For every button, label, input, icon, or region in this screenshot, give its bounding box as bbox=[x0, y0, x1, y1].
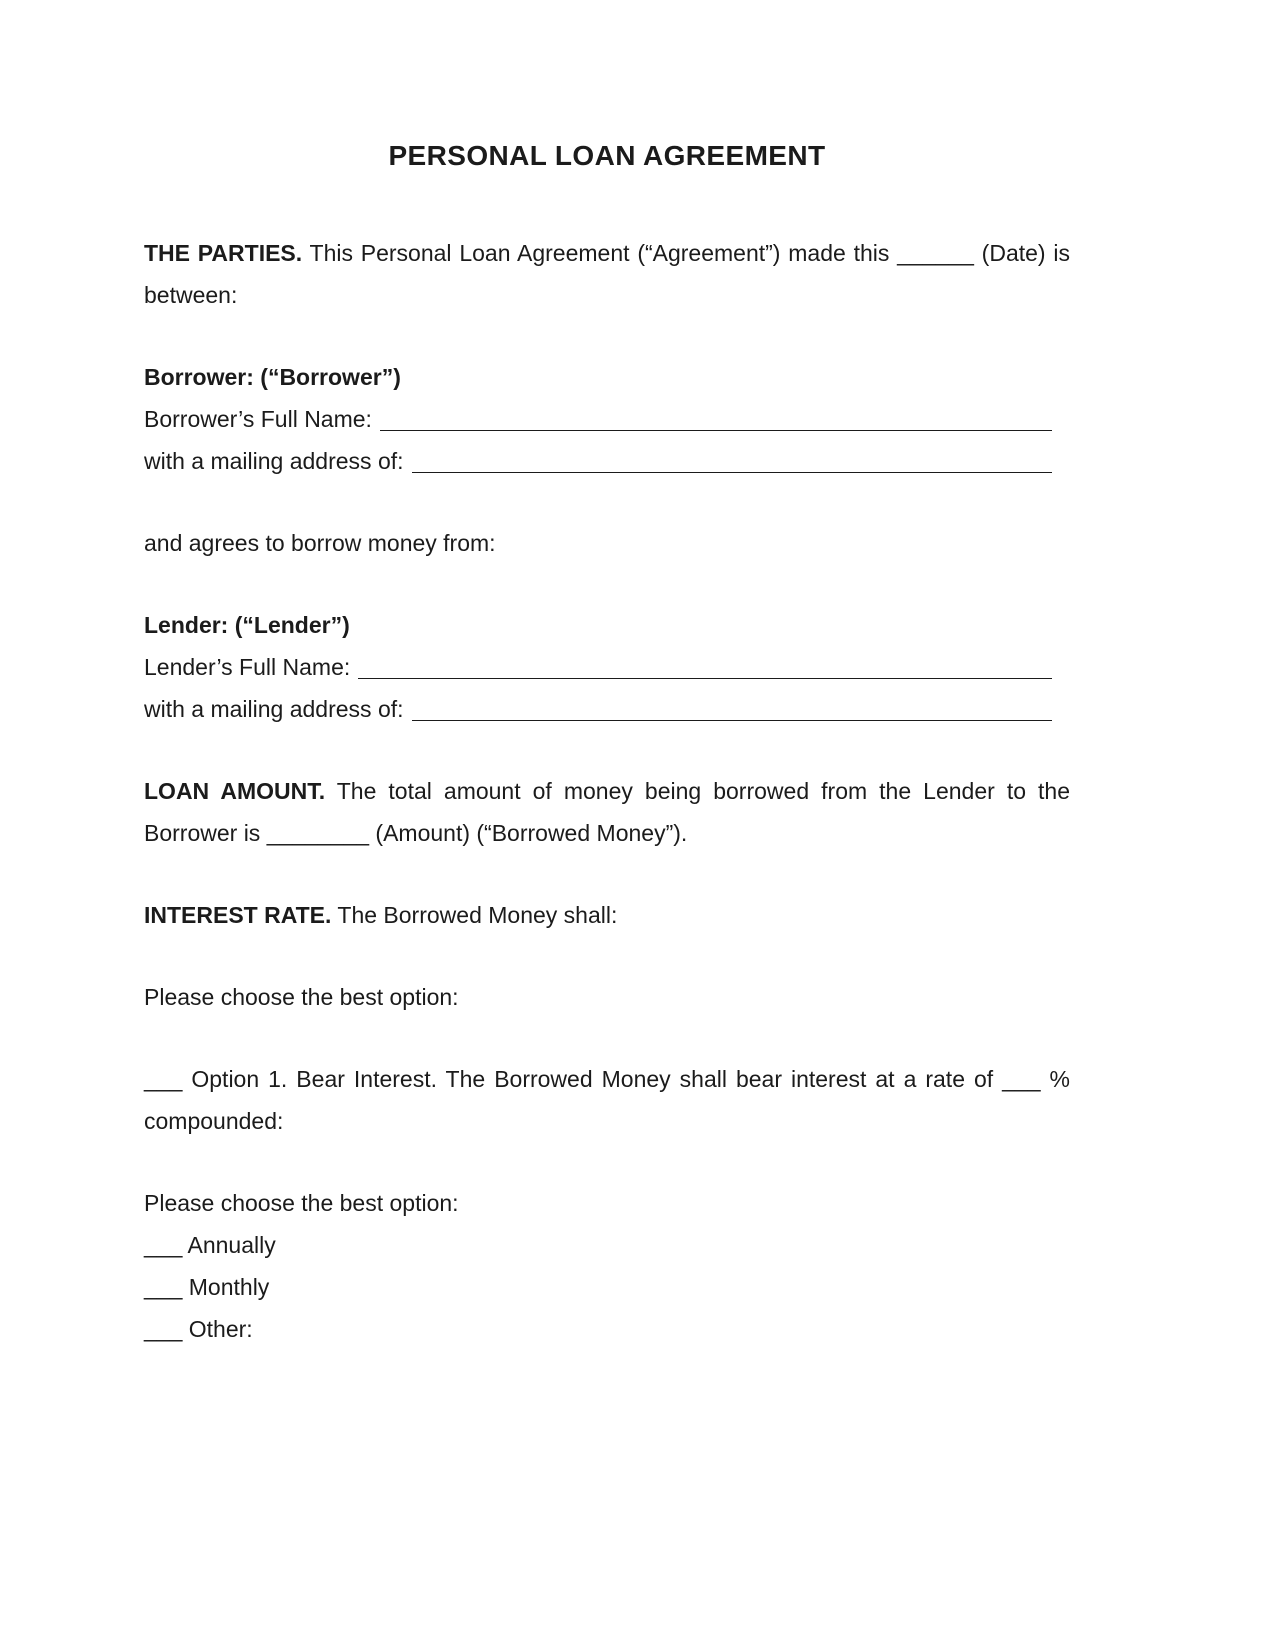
compound-option-monthly: ___ Monthly bbox=[144, 1274, 270, 1300]
loan-amount-paragraph bbox=[144, 770, 1070, 854]
compound-option-annually: ___ Annually bbox=[144, 1232, 276, 1258]
lender-name-blank-line bbox=[358, 678, 1052, 679]
lender-heading: Lender: (“Lender”) bbox=[144, 612, 350, 638]
lender-address-label: with a mailing address of: bbox=[144, 696, 404, 722]
borrower-address-label: with a mailing address of: bbox=[144, 448, 404, 474]
transition-text: and agrees to borrow money from: bbox=[144, 530, 496, 556]
parties-paragraph bbox=[144, 232, 1070, 316]
choose-option-prompt-1: Please choose the best option: bbox=[144, 984, 459, 1010]
option1-paragraph: ___ Option 1. Bear Interest. The Borrowed Money shall bear interest at a rate of ___ % compounded: bbox=[144, 1066, 1070, 1134]
lender-address-blank-line bbox=[412, 720, 1052, 721]
compounding-options-section bbox=[144, 1182, 1070, 1350]
compound-option-other: ___ Other: bbox=[144, 1316, 253, 1342]
lender-name-field bbox=[144, 646, 1070, 688]
lender-address-field bbox=[144, 688, 1070, 730]
interest-rate-paragraph bbox=[144, 894, 1070, 936]
lender-section bbox=[144, 604, 1070, 730]
document-title: PERSONAL LOAN AGREEMENT bbox=[388, 140, 826, 171]
borrower-name-label: Borrower’s Full Name: bbox=[144, 406, 372, 432]
borrower-section bbox=[144, 356, 1070, 482]
borrower-name-field bbox=[144, 398, 1070, 440]
loan-amount-text: The total amount of money being borrowed from the Lender to the Borrower is ________ (Amount) (“Borrowed Money”). bbox=[144, 778, 1071, 846]
choose-option-prompt-2: Please choose the best option: bbox=[144, 1190, 459, 1216]
parties-lead: THE PARTIES. bbox=[144, 240, 303, 266]
loan-amount-lead: LOAN AMOUNT. bbox=[144, 778, 326, 804]
borrower-name-blank-line bbox=[380, 430, 1052, 431]
interest-rate-lead: INTEREST RATE. bbox=[144, 902, 332, 928]
lender-name-label: Lender’s Full Name: bbox=[144, 654, 351, 680]
parties-text: This Personal Loan Agreement (“Agreement”) made this ______ (Date) is between: bbox=[144, 240, 1070, 308]
interest-rate-text: The Borrowed Money shall: bbox=[337, 902, 618, 928]
borrower-heading: Borrower: (“Borrower”) bbox=[144, 364, 401, 390]
borrower-address-field bbox=[144, 440, 1070, 482]
borrower-address-blank-line bbox=[412, 472, 1052, 473]
